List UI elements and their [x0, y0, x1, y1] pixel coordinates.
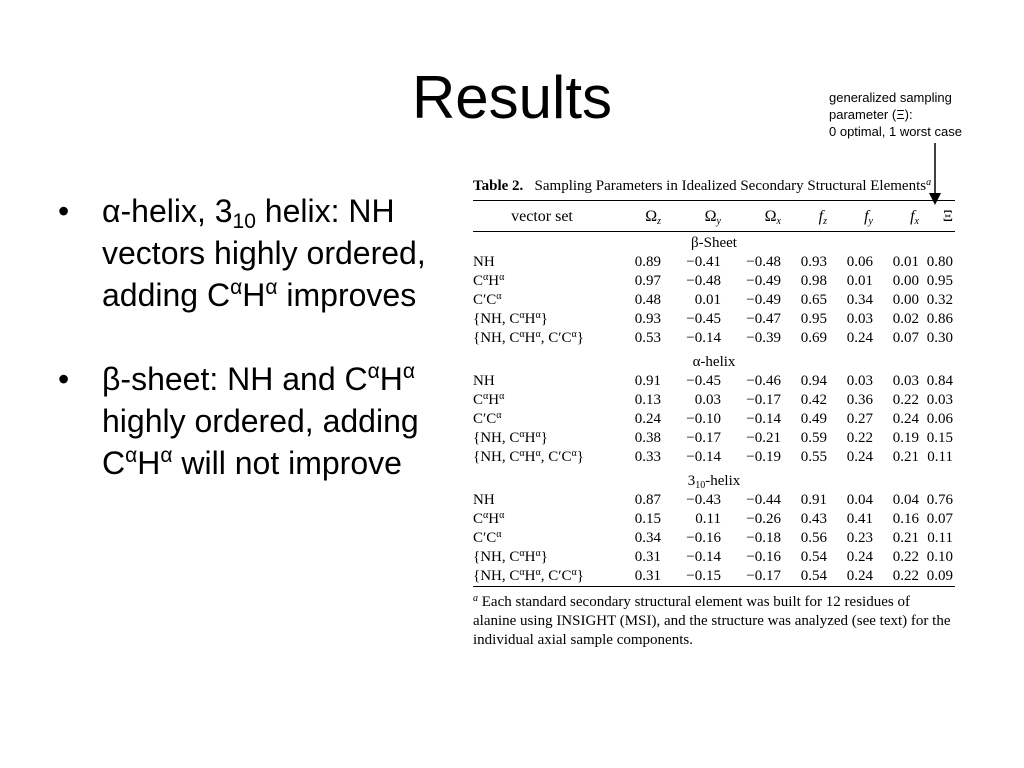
value-cell: −0.15	[686, 568, 721, 584]
value-cell: 0.07	[892, 330, 919, 346]
vector-set-cell: {NH, $C^\alpha H^\alpha$}	[473, 548, 548, 565]
value-cell: −0.10	[686, 411, 721, 427]
value-cell: −0.18	[746, 530, 781, 546]
vector-set-cell: {NH, $C^\alpha H^\alpha$, $C'C^\alpha$}	[473, 448, 584, 465]
value-cell: 0.95	[926, 273, 953, 289]
value-cell: 0.06	[926, 411, 953, 427]
value-cell: 0.11	[927, 449, 953, 465]
bullet-item-sheet	[58, 358, 430, 484]
vector-set-cell: {NH, $C^\alpha H^\alpha$}	[473, 429, 548, 446]
value-cell: 0.91	[634, 373, 661, 389]
vector-set-cell: $C^\alpha H^\alpha$	[473, 391, 505, 408]
table-row	[473, 529, 955, 548]
table-row	[473, 510, 955, 529]
vector-set-cell: NH	[473, 254, 495, 270]
table-row	[473, 291, 955, 310]
value-cell: −0.41	[686, 254, 721, 270]
value-cell: 0.34	[634, 530, 661, 546]
table-section-header	[473, 351, 955, 372]
vector-set-cell: $C^\alpha H^\alpha$	[473, 510, 505, 527]
table-row	[473, 548, 955, 567]
value-cell: −0.14	[746, 411, 781, 427]
value-cell: 0.04	[892, 492, 919, 508]
value-cell: 0.24	[846, 449, 873, 465]
value-cell: 0.94	[800, 373, 827, 389]
value-cell: 0.87	[634, 492, 661, 508]
value-cell: −0.16	[686, 530, 721, 546]
vector-set-cell: $C'C^\alpha$	[473, 410, 502, 427]
column-header: Ξ	[942, 207, 953, 225]
bullet-marker: •	[58, 193, 70, 229]
table-section-header	[473, 232, 955, 253]
value-cell: 0.55	[800, 449, 827, 465]
value-cell: 0.76	[926, 492, 953, 508]
annotation-line-1: generalized sampling	[829, 90, 952, 105]
bullet-item-helix	[58, 190, 430, 316]
table-row	[473, 448, 955, 467]
value-cell: 0.24	[846, 549, 873, 565]
value-cell: 0.42	[800, 392, 827, 408]
value-cell: 0.95	[800, 311, 827, 327]
vector-set-cell: $C^\alpha H^\alpha$	[473, 272, 505, 289]
vector-set-cell: NH	[473, 373, 495, 389]
annotation-line-2: parameter (Ξ):	[829, 107, 913, 122]
value-cell: 0.36	[846, 392, 873, 408]
column-header: $\Omega_x$	[764, 207, 781, 227]
value-cell: −0.48	[746, 254, 781, 270]
value-cell: 0.24	[892, 411, 919, 427]
table-row	[473, 372, 955, 391]
value-cell: 0.98	[800, 273, 827, 289]
value-cell: 0.15	[634, 511, 661, 527]
table-row	[473, 410, 955, 429]
value-cell: 0.07	[926, 511, 953, 527]
value-cell: 0.69	[800, 330, 827, 346]
value-cell: 0.34	[846, 292, 873, 308]
value-cell: 0.15	[926, 430, 953, 446]
value-cell: 0.48	[634, 292, 661, 308]
vector-set-cell: $C'C^\alpha$	[473, 529, 502, 546]
table-caption-text: Sampling Parameters in Idealized Secondary Structural Elements	[534, 178, 927, 194]
value-cell: 0.31	[634, 549, 661, 565]
value-cell: −0.17	[746, 568, 781, 584]
table-footnote: $^a$ Each standard secondary structural element was built for 12 residues of alanine using INSIGHT (MSI), and the structure was analyzed (see text) for the individual axial sample components.	[473, 593, 951, 648]
value-cell: 0.16	[892, 511, 919, 527]
value-cell: 0.31	[634, 568, 661, 584]
value-cell: −0.16	[746, 549, 781, 565]
value-cell: 0.00	[892, 292, 919, 308]
value-cell: 0.41	[846, 511, 873, 527]
table-caption: Table 2. Sampling Parameters in Idealized Secondary Structural Elements$^a$	[473, 177, 932, 194]
value-cell: 0.43	[800, 511, 827, 527]
table-row	[473, 491, 955, 510]
value-cell: 0.56	[800, 530, 827, 546]
value-cell: −0.17	[686, 430, 721, 446]
table-row	[473, 567, 955, 586]
value-cell: 0.93	[634, 311, 661, 327]
value-cell: 0.93	[800, 254, 827, 270]
section-title: α-helix	[692, 354, 736, 370]
value-cell: 0.23	[846, 530, 873, 546]
value-cell: −0.44	[746, 492, 781, 508]
value-cell: 0.03	[846, 373, 873, 389]
table-row	[473, 329, 955, 348]
value-cell: 0.11	[695, 511, 721, 527]
value-cell: 0.02	[892, 311, 919, 327]
vector-set-cell: {NH, $C^\alpha H^\alpha$}	[473, 310, 548, 327]
value-cell: 0.22	[846, 430, 873, 446]
value-cell: 0.03	[926, 392, 953, 408]
table-body	[473, 232, 955, 586]
table-section-header	[473, 470, 955, 491]
annotation-line-3: 0 optimal, 1 worst case	[829, 124, 962, 139]
value-cell: −0.19	[746, 449, 781, 465]
vector-set-cell: NH	[473, 492, 495, 508]
value-cell: 0.13	[634, 392, 661, 408]
value-cell: 0.06	[846, 254, 873, 270]
value-cell: 0.01	[892, 254, 919, 270]
value-cell: 0.21	[892, 530, 919, 546]
value-cell: 0.19	[892, 430, 919, 446]
vector-set-cell: {NH, $C^\alpha H^\alpha$, $C'C^\alpha$}	[473, 329, 584, 346]
value-cell: −0.45	[686, 373, 721, 389]
value-cell: 0.22	[892, 549, 919, 565]
table-row	[473, 429, 955, 448]
value-cell: −0.45	[686, 311, 721, 327]
bullet-list	[58, 190, 430, 484]
value-cell: 0.01	[846, 273, 873, 289]
value-cell: 0.03	[892, 373, 919, 389]
value-cell: 0.24	[846, 568, 873, 584]
table-header-row	[473, 201, 955, 232]
value-cell: 0.33	[634, 449, 661, 465]
value-cell: 0.59	[800, 430, 827, 446]
bullet-marker: •	[58, 361, 70, 397]
vector-set-cell: {NH, $C^\alpha H^\alpha$, $C'C^\alpha$}	[473, 567, 584, 584]
bullet-text: β-sheet: NH and $C^\alpha H^\alpha$ highly ordered, adding $C^\alpha H^\alpha$ will not improve	[102, 360, 419, 481]
section-title: $3_{10}$-helix	[687, 473, 741, 491]
value-cell: 0.80	[926, 254, 953, 270]
slide-title: Results	[411, 64, 613, 131]
value-cell: −0.14	[686, 330, 721, 346]
value-cell: −0.46	[746, 373, 781, 389]
value-cell: −0.39	[746, 330, 781, 346]
section-title: β-Sheet	[691, 235, 737, 251]
value-cell: −0.48	[686, 273, 721, 289]
value-cell: 0.09	[926, 568, 953, 584]
value-cell: 0.03	[694, 392, 721, 408]
vector-set-cell: $C'C^\alpha$	[473, 291, 502, 308]
value-cell: 0.30	[926, 330, 953, 346]
value-cell: 0.53	[634, 330, 661, 346]
value-cell: 0.03	[846, 311, 873, 327]
column-header: $f_y$	[864, 207, 873, 227]
value-cell: −0.14	[686, 549, 721, 565]
value-cell: 0.54	[800, 549, 827, 565]
value-cell: −0.43	[686, 492, 721, 508]
value-cell: −0.49	[746, 292, 781, 308]
value-cell: 0.04	[846, 492, 873, 508]
column-header: vector set	[511, 207, 573, 225]
value-cell: −0.21	[746, 430, 781, 446]
value-cell: 0.01	[694, 292, 721, 308]
value-cell: 0.32	[926, 292, 953, 308]
value-cell: 0.91	[800, 492, 827, 508]
value-cell: −0.14	[686, 449, 721, 465]
value-cell: 0.49	[800, 411, 827, 427]
value-cell: −0.17	[746, 392, 781, 408]
value-cell: 0.27	[846, 411, 873, 427]
bullet-text: α-helix, $3_{10}$ helix: NH vectors highly ordered, adding $C^\alpha H^\alpha$ improves	[102, 193, 426, 313]
value-cell: 0.21	[892, 449, 919, 465]
column-header: $\Omega_z$	[645, 207, 661, 227]
value-cell: 0.89	[634, 254, 661, 270]
value-cell: 0.10	[926, 549, 953, 565]
value-cell: 0.24	[634, 411, 661, 427]
column-header: $f_z$	[818, 207, 827, 227]
value-cell: 0.54	[800, 568, 827, 584]
sampling-parameters-table	[473, 201, 955, 586]
table-row	[473, 253, 955, 272]
value-cell: 0.11	[927, 530, 953, 546]
value-cell: 0.22	[892, 392, 919, 408]
value-cell: 0.86	[926, 311, 953, 327]
value-cell: 0.38	[634, 430, 661, 446]
column-header: $\Omega_y$	[704, 207, 721, 227]
table-label: Table 2.	[473, 178, 524, 194]
table-row	[473, 310, 955, 329]
value-cell: −0.47	[746, 311, 781, 327]
value-cell: 0.00	[892, 273, 919, 289]
sampling-parameters-table-figure	[473, 177, 955, 650]
table-row	[473, 391, 955, 410]
table-row	[473, 272, 955, 291]
value-cell: 0.65	[800, 292, 827, 308]
value-cell: 0.22	[892, 568, 919, 584]
value-cell: −0.49	[746, 273, 781, 289]
sampling-parameter-annotation	[829, 89, 962, 140]
value-cell: −0.26	[746, 511, 781, 527]
value-cell: 0.84	[926, 373, 953, 389]
value-cell: 0.24	[846, 330, 873, 346]
value-cell: 0.97	[634, 273, 661, 289]
column-header: $f_x$	[910, 207, 919, 227]
